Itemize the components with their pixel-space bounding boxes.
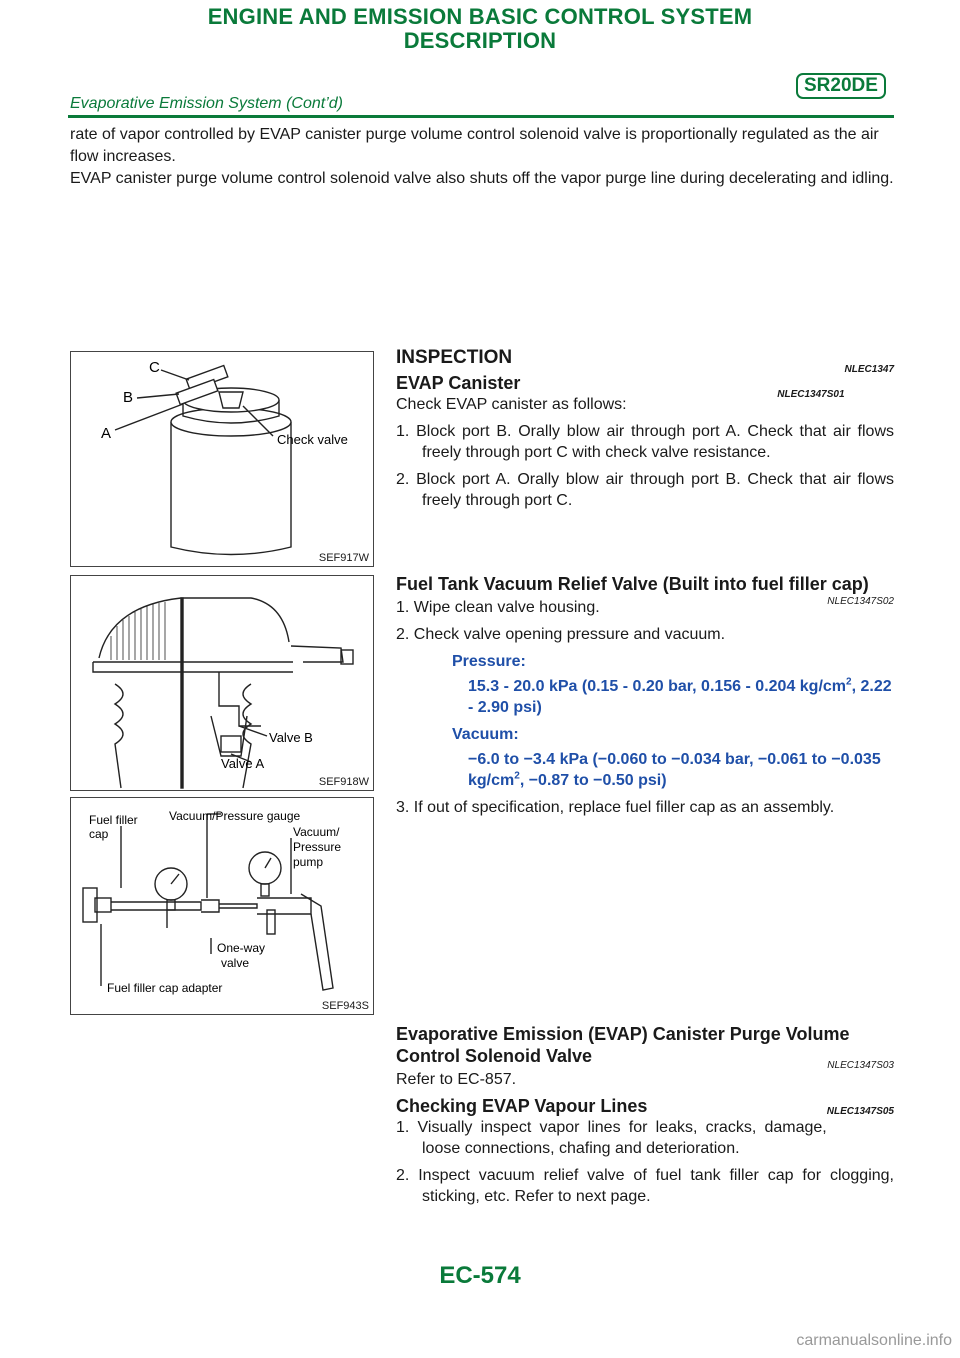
filler-cap-illustration xyxy=(71,576,373,790)
figure-evap-canister xyxy=(70,351,374,567)
label-check-valve: Check valve xyxy=(277,432,348,447)
test-setup-illustration xyxy=(71,798,373,1014)
relief-valve-heading: Fuel Tank Vacuum Relief Valve (Built into fuel filler cap) xyxy=(396,574,869,594)
canister-step-1: 1. Block port B. Orally blow air through port A. Check that air flows freely through port C with check valve resistance. xyxy=(396,423,894,461)
intro-text xyxy=(70,124,894,190)
vapour-lines-section xyxy=(396,1095,894,1207)
label-valve-a: Valve A xyxy=(221,756,265,771)
relief-valve-code: NLEC1347S02 xyxy=(827,596,894,607)
relief-step-2: 2. Check valve opening pressure and vacuum. xyxy=(396,626,726,643)
vapour-lines-code: NLEC1347S05 xyxy=(826,1106,894,1117)
label-fuel-filler-cap-line2: cap xyxy=(89,827,109,841)
figure-code-sef918w: SEF918W xyxy=(318,776,369,788)
pressure-value: 15.3 - 20.0 kPa (0.15 - 0.20 bar, 0.156 - 0.204 $kg/cm^2$, 2.22 - 2.90 psi) xyxy=(468,676,892,716)
header-title-line2: DESCRIPTION xyxy=(403,28,557,53)
figure-code-sef917w: SEF917W xyxy=(318,552,369,564)
canister-step-2: 2. Block port A. Orally blow air through port B. Check that air flows freely through port C. xyxy=(396,471,894,509)
label-port-c: C xyxy=(149,359,160,376)
canister-intro: Check EVAP canister as follows: xyxy=(396,396,627,413)
inspection-section xyxy=(396,347,894,511)
engine-badge: SR20DE xyxy=(796,73,886,99)
purge-valve-heading: Evaporative Emission (EVAP) Canister Purge Volume Control Solenoid Valve xyxy=(396,1024,850,1066)
vacuum-squared: 2 xyxy=(514,770,520,782)
vapour-lines-heading: Checking EVAP Vapour Lines NLEC1347S05 xyxy=(396,1095,894,1117)
evap-canister-illustration xyxy=(71,352,373,566)
inspection-heading: INSPECTION NLEC1347 xyxy=(396,347,894,369)
vacuum-label: Vacuum: xyxy=(452,726,519,743)
label-port-b: B xyxy=(123,389,134,406)
label-one-way-line2: valve xyxy=(221,956,250,970)
label-vacuum-pressure-gauge: Vacuum/Pressure gauge xyxy=(169,809,301,823)
page-number: EC-574 xyxy=(439,1262,521,1289)
section-subtitle: Evaporative Emission System (Cont’d) xyxy=(70,95,343,112)
purge-valve-section xyxy=(396,1023,894,1090)
inspection-code: NLEC1347 xyxy=(844,364,894,375)
header-rule xyxy=(68,115,894,118)
label-pump-line2: Pressure xyxy=(293,840,342,854)
pressure-label: Pressure: xyxy=(452,653,526,670)
relief-step-3: 3. If out of specification, replace fuel filler cap as an assembly. xyxy=(396,799,835,816)
label-cap-adapter: Fuel filler cap adapter xyxy=(107,981,223,995)
watermark: carmanualsonline.info xyxy=(796,1332,952,1349)
relief-valve-section xyxy=(396,573,894,818)
label-valve-b: Valve B xyxy=(269,730,313,745)
intro-paragraph-1: rate of vapor controlled by EVAP canister purge volume control solenoid valve is proportionally regulated as the air flow increases. xyxy=(70,126,879,165)
figure-test-setup xyxy=(70,797,374,1015)
canister-heading: EVAP Canister NLEC1347S01 xyxy=(396,372,894,394)
vacuum-value: −6.0 to −3.4 kPa (−0.060 to −0.034 bar, −0.061 to −0.035 $kg/cm^2$, −0.87 to −0.50 psi) xyxy=(468,751,881,789)
vapour-step-1: 1. Visually inspect vapor lines for leaks, cracks, damage, loose connections, chafing and deterioration. xyxy=(396,1119,827,1157)
figure-filler-cap xyxy=(70,575,374,791)
relief-step-1: 1. Wipe clean valve housing. xyxy=(396,599,600,616)
vapour-step-2: 2. Inspect vacuum relief valve of fuel tank filler cap for clogging, sticking, etc. Refer to next page. xyxy=(396,1167,894,1205)
canister-code: NLEC1347S01 xyxy=(777,389,845,400)
label-one-way-line1: One-way xyxy=(217,941,266,955)
label-pump-line3: pump xyxy=(293,855,324,869)
purge-valve-text: Refer to EC-857. xyxy=(396,1071,517,1088)
label-port-a: A xyxy=(101,425,112,442)
label-fuel-filler-cap-line1: Fuel filler xyxy=(89,813,138,827)
purge-valve-code: NLEC1347S03 xyxy=(827,1060,894,1071)
intro-paragraph-2: EVAP canister purge volume control solenoid valve also shuts off the vapor purge line during decelerating and idling. xyxy=(70,170,894,187)
figure-code-sef943s: SEF943S xyxy=(321,1000,369,1012)
header-title-line1: ENGINE AND EMISSION BASIC CONTROL SYSTEM xyxy=(207,4,753,29)
label-pump-line1: Vacuum/ xyxy=(293,825,340,839)
